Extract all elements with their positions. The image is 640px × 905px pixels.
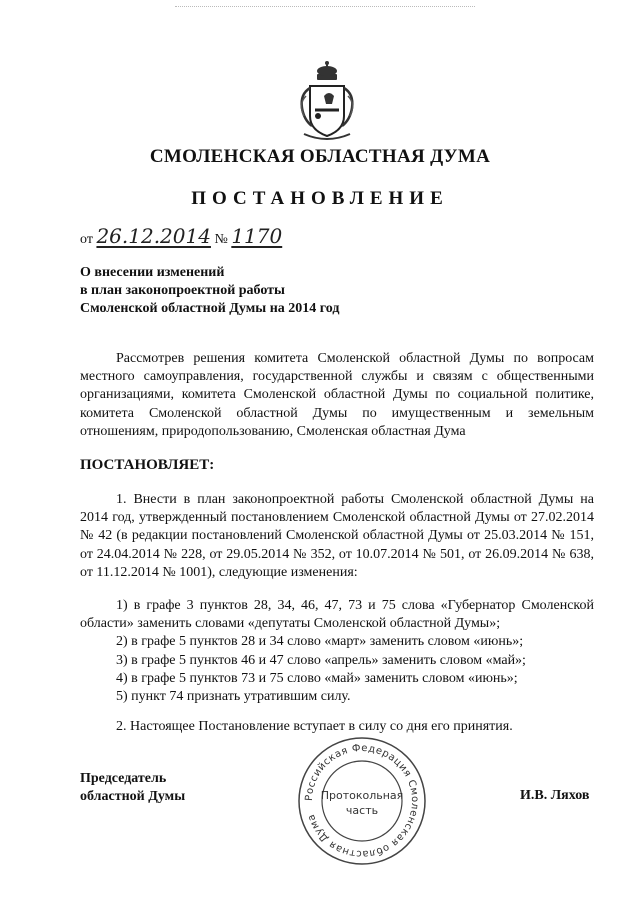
organization-title: СМОЛЕНСКАЯ ОБЛАСТНАЯ ДУМА <box>149 146 491 167</box>
document-type-title: ПОСТАНОВЛЕНИЕ <box>191 188 449 209</box>
document-number: 1170 <box>231 224 283 248</box>
signatory-title <box>80 770 185 806</box>
subject-line: в план законопроектной работы <box>80 283 285 298</box>
signatory-title-line: областной Думы <box>80 789 186 804</box>
change-item: 3) в графе 5 пунктов 46 и 47 слово «апрель» заменить словом «май»; <box>116 652 526 668</box>
stamp-outer-text: Российская Федерация Смоленская областная Дума <box>303 742 421 860</box>
document-date: 26.12.2014 <box>96 224 211 248</box>
change-item: 2) в графе 5 пунктов 28 и 34 слово «март» заменить словом «июнь»; <box>116 634 524 650</box>
coat-of-arms-icon <box>296 60 358 144</box>
subject-line: О внесении изменений <box>80 265 225 280</box>
document-subject <box>80 264 339 318</box>
change-item: 4) в графе 5 пунктов 73 и 75 слово «май» заменить словом «июнь»; <box>116 670 518 686</box>
official-stamp-icon <box>296 735 428 867</box>
resolves-heading: ПОСТАНОВЛЯЕТ: <box>80 457 215 473</box>
stamp-inner-line: часть <box>345 804 379 817</box>
changes-list <box>80 597 594 706</box>
subject-line: Смоленской областной Думы на 2014 год <box>80 301 340 316</box>
stamp-inner-line: Протокольная <box>320 789 404 802</box>
signatory-name: И.В. Ляхов <box>520 788 590 803</box>
scan-edge-line <box>175 6 475 8</box>
change-item: 5) пункт 74 признать утратившим силу. <box>116 689 351 705</box>
date-prefix: от <box>80 232 93 247</box>
number-sign: № <box>214 232 228 247</box>
signatory-title-line: Председатель <box>80 771 167 786</box>
change-item: 1) в графе 3 пунктов 28, 34, 46, 47, 73 и 75 слова «Губернатор Смоленской области» заменить словами «депутаты Смоленской областной Думы»; <box>80 598 594 632</box>
point-2-paragraph: 2. Настоящее Постановление вступает в силу со дня его принятия. <box>116 719 513 734</box>
document-number-line <box>80 224 282 248</box>
point-1-paragraph: 1. Внести в план законопроектной работы Смоленской областной Думы на 2014 год, утвержденный постановлением Смоленской областной Думы от 27.02.2014 № 42 (в редакции постановлений Смоленской областной Думы от 25.03.2014 № 151, от 24.04.2014 № 228, от 29.05.2014 № 352, от 10.07.2014 № 501, от 26.09.2014 № 638, от 11.12.2014 № 1001), следующие изменения: <box>80 492 594 580</box>
preamble-paragraph: Рассмотрев решения комитета Смоленской областной Думы по вопросам местного самоуправления, государственной службы и связям с общественными организациями, комитета Смоленской областной Думы по социальной политике, комитета Смоленской областной Думы по имущественным и земельным отношениям, природопользованию, Смоленская областная Дума <box>80 351 594 439</box>
